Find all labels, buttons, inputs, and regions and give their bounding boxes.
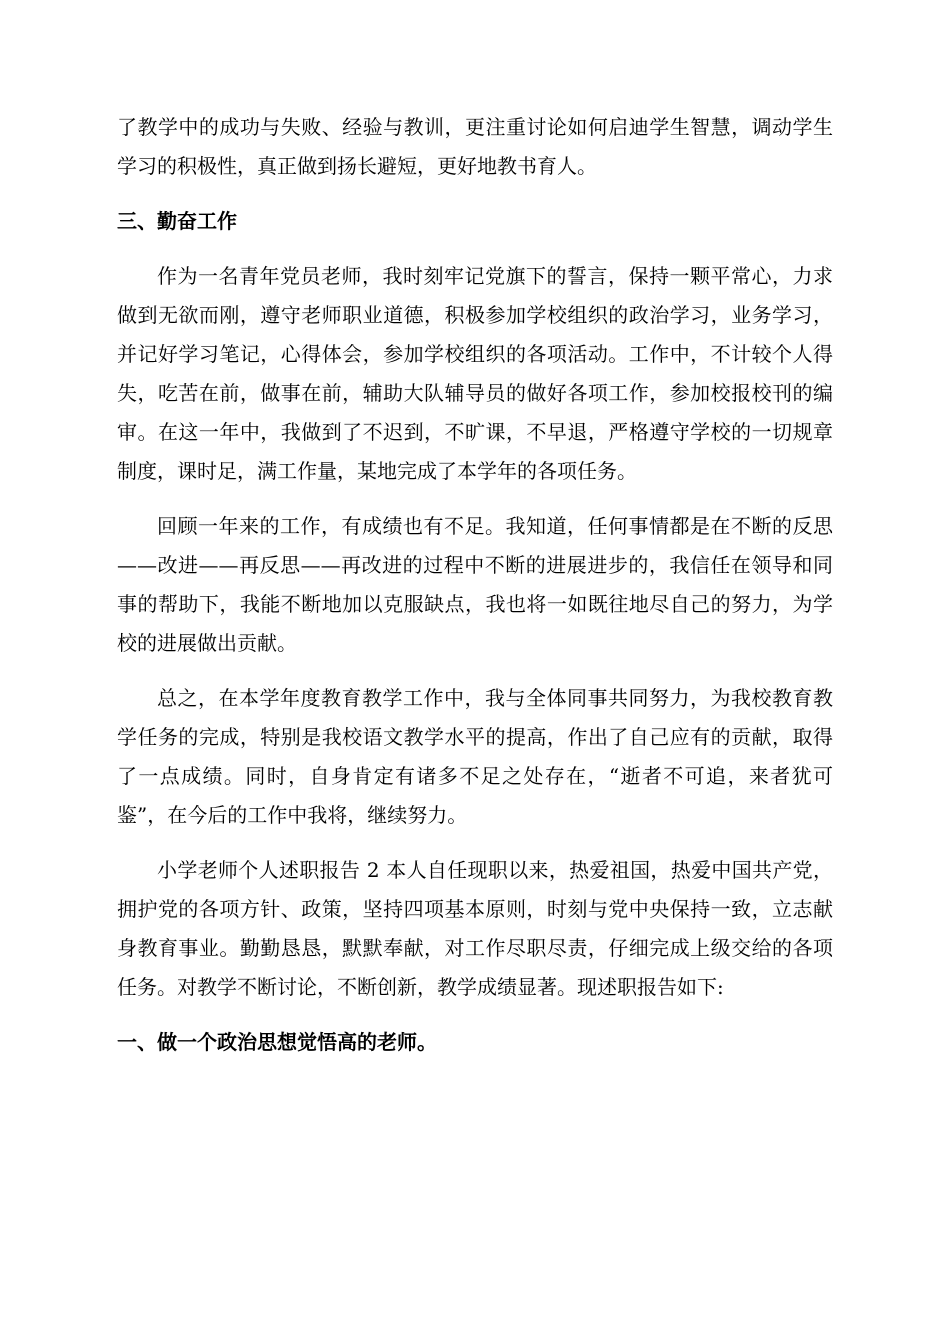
paragraph-body: 作为一名青年党员老师，我时刻牢记党旗下的誓言，保持一颗平常心，力求做到无欲而刚，遵守老师职业道德，积极参加学校组织的政治学习，业务学习，并记好学习笔记，心得体会，参加学校组织的各项活动。工作中，不计较个人得失，吃苦在前，做事在前，辅助大队辅导员的做好各项工作，参加校报校刊的编审。在这一年中，我做到了不迟到，不旷课，不早退，严格遵守学校的一切规章制度，课时足，满工作量，某地完成了本学年的各项任务。 [117,264,833,483]
paragraph-body: 小学老师个人述职报告 2 本人自任现职以来，热爱祖国，热爱中国共产党，拥护党的各项方针、政策，坚持四项基本原则，时刻与党中央保持一致，立志献身教育事业。勤勤恳恳，默默奉献，对工作尽职尽责，仔细完成上级交给的各项任务。对教学不断讨论，不断创新，教学成绩显著。现述职报告如下: [117,858,833,999]
section-heading-diligent-work: 三、勤奋工作 [117,209,237,233]
section-heading-political-awareness: 一、做一个政治思想觉悟高的老师。 [117,1030,437,1054]
document-page [117,108,833,1078]
paragraph-continuation: 了教学中的成功与失败、经验与教训，更注重讨论如何启迪学生智慧，调动学生学习的积极性，真正做到扬长避短，更好地教书育人。 [117,115,833,178]
paragraph-body: 总之，在本学年度教育教学工作中，我与全体同事共同努力，为我校教育教学任务的完成，特别是我校语文教学水平的提高，作出了自己应有的贡献，取得了一点成绩。同时，自身肯定有诸多不足之处存在，“逝者不可追，来者犹可鉴”，在今后的工作中我将，继续努力。 [117,686,833,827]
paragraph-body: 回顾一年来的工作，有成绩也有不足。我知道，任何事情都是在不断的反思——改进——再反思——再改进的过程中不断的进展进步的，我信任在领导和同事的帮助下，我能不断地加以克服缺点，我也将一如既往地尽自己的努力，为学校的进展做出贡献。 [117,514,833,655]
